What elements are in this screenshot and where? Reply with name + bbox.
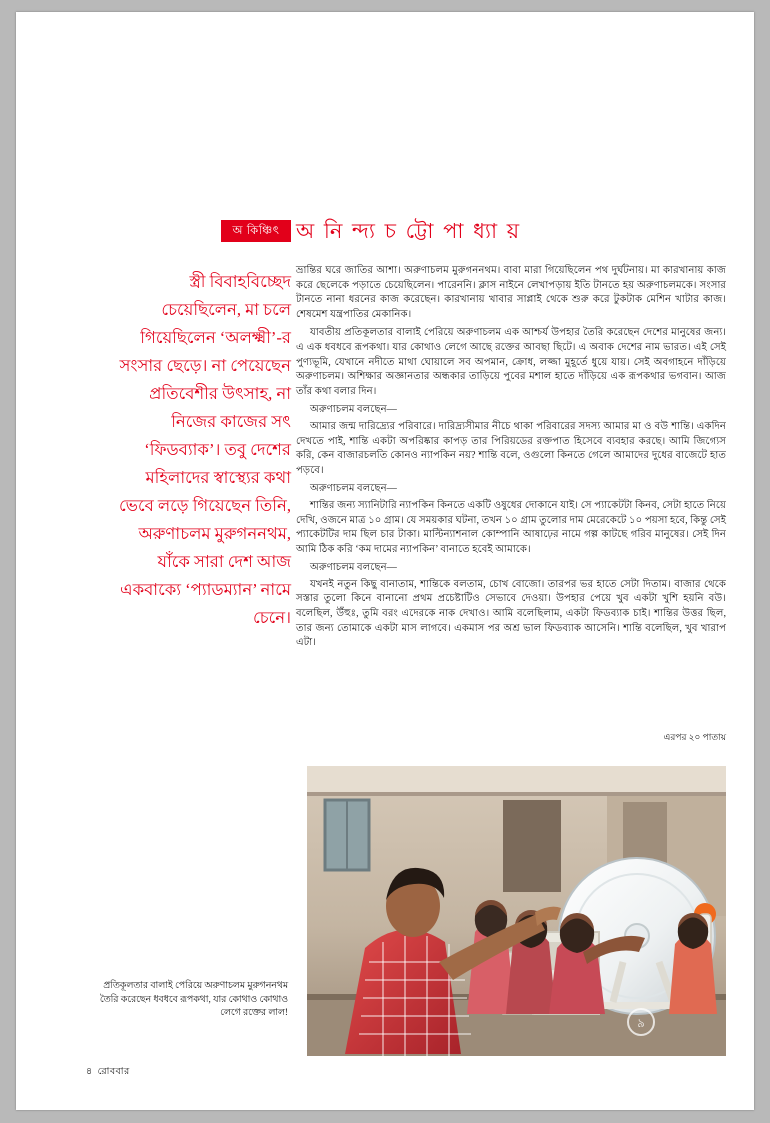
photo-illustration [307,766,726,1056]
page-folio [86,1065,130,1080]
folio-number: ৪ [86,1067,93,1077]
standfirst-text: স্ত্রী বিবাহবিচ্ছেদ চেয়েছিলেন, মা চলে গিয়েছিলেন ‘অলক্ষ্মী’-র সংসার ছেড়ে। না পেয়েছেন প্রতিবেশীর উৎসাহ, না নিজের কাজের সৎ ‘ফিডব্যাক’। তবু দেশের মহিলাদের স্বাস্থ্যের কথা ভেবে লড়ে গিয়েছেন তিনি, অরুণাচলম মুরুগননথম, যাঁকে সারা দেশ আজ একবাক্যে ‘প্যাডম্যান’ নামে চেনে। [118,272,291,627]
svg-text:৯: ৯ [637,1016,645,1030]
section-tag: অ কিঞ্চিৎ [221,220,291,242]
body-speaker-line: অরুণাচলম বলছেন— [310,483,397,495]
body-paragraph: আমার জন্ম দারিদ্র্যের পরিবারে। দারিদ্র্যসীমার নীচে থাকা পরিবারের সদস্য আমার মা ও বউ শান্তি। একদিন দেখতে পাই, শান্তি একটা অপরিষ্কার কাপড় তার পিরিয়ডের রক্তপাত হিসেবে ব্যবহার করছে। আমি জিগ্যেস করি, কেন বাজারচলতি কোনও ন্যাপকিন নয়? শান্তি বলে, ওগুলো কিনতে গেলে আমাদের দুধের বাজেটে হাত পড়বে। [296,420,726,476]
article-body [296,264,726,655]
body-paragraph: যাবতীয় প্রতিকূলতার বালাই পেরিয়ে অরুণাচলম এক আশ্চর্য উপহার তৈরি করেছেন দেশের মানুষের জন্য। এ এক ধবধবে রূপকথা। যার কোথাও লেগে আছে রক্তের আবছা ছিটে। এ অবাক দেশের নাম ভারত। এই সেই পুণ্যভূমি, যেখানে নদীতে মাথা ঘোয়ালে সব অপমান, ক্রোধ, লজ্জা মুহূর্তে ধুয়ে যায়। সেই অবগাহনে দাঁড়িয়ে অরুণাচলম। অশিক্ষার অজ্ঞানতার অন্ধকার তাড়িয়ে পুবের মশাল হাতে দাঁড়িয়ে এক রূপকথার ভগবান। আজ তাঁর কথা বলার দিন। [296,327,726,397]
page-headline: অ নি ন্দ্য চ ট্টো পা ধ্যা য় [296,219,522,243]
magazine-page [16,12,754,1110]
body-speaker-line: অরুণাচলম বলছেন— [310,562,397,574]
body-speaker-line: অরুণাচলম বলছেন— [310,404,397,416]
continued-on-line: এরপর ২০ পাতায় [663,732,726,742]
photo-caption: প্রতিকূলতার বালাই পেরিয়ে অরুণাচলম মুরুগননথম তৈরি করেছেন ধবধবে রূপকথা, যার কোথাও কোথাও লেগে রক্তের লাল! [99,981,288,1019]
body-paragraph: ভ্রান্তির ঘরে জাতির আশা। অরুণাচলম মুরুগননথম। বাবা মারা গিয়েছিলেন পথ দুর্ঘটনায়। মা কারখানায় কাজ করে ছেলেকে পড়াতে চেয়েছিলেন। পারেননি। ক্লাস নাইনে লেখাপড়ায় ইতি টানতে হয় অরুণাচলমকে। সংসার টানতে নানা ধরনের কাজ করেছেন। কারখানায় খাবার সাপ্লাই থেকে শুরু করে টুকটাক মেশিন খাটার কাজ। শেষমেশ যন্ত্রপাতির মেকানিক। [296,265,726,320]
body-paragraph: শান্তির জন্য স্যানিটারি ন্যাপকিন কিনতে একটি ওষুধের দোকানে যাই। সে প্যাকেটটা কিনব, সেটা হাতে নিয়ে দেখি, ওজনে মাত্র ১০ গ্রাম। যে সময়কার ঘটনা, তখন ১০ গ্রাম তুলোর দাম মেরেকেটে ১০ পয়সা হবে, কিন্তু সেই প্যাকেটটির দাম ছিল চার টাকা। মাল্টিন্যাশনাল কোম্পানি আষাঢ়ের নামে গল্প কাটছে গরিব মানুষের। সেই দিন আমি ঠিক করি ‘কম দামের ন্যাপকিন’ বানাতে হবেই আমাকে। [296,499,726,555]
folio-label: রোববার [97,1067,130,1077]
body-paragraph: যখনই নতুন কিছু বানাতাম, শান্তিকে বলতাম, চোখ বোজো। তারপর ভর হাতে সেটা দিতাম। বাজার থেকে সস্তার তুলো কিনে বানানো প্রথম প্রচেষ্টাটিও সেভাবে দেওয়া। উপহার পেয়ে খুব একটা খুশি হয়নি বউ। বলেছিল, উঁহুঃ, তুমি বরং এদেরকে নাক দেখাও। আমি বলেছিলাম, একটা ফিডব্যাক চাই। শান্তির উত্তর ছিল, তার জন্য তোমাকে একটা মাস লাগবে। একমাস পর অশ্র ভাল ফিডব্যাক আসেনি। শান্তি বলেছিল, খুব খারাপ এটা। [296,578,726,649]
article-photo [307,766,726,1056]
